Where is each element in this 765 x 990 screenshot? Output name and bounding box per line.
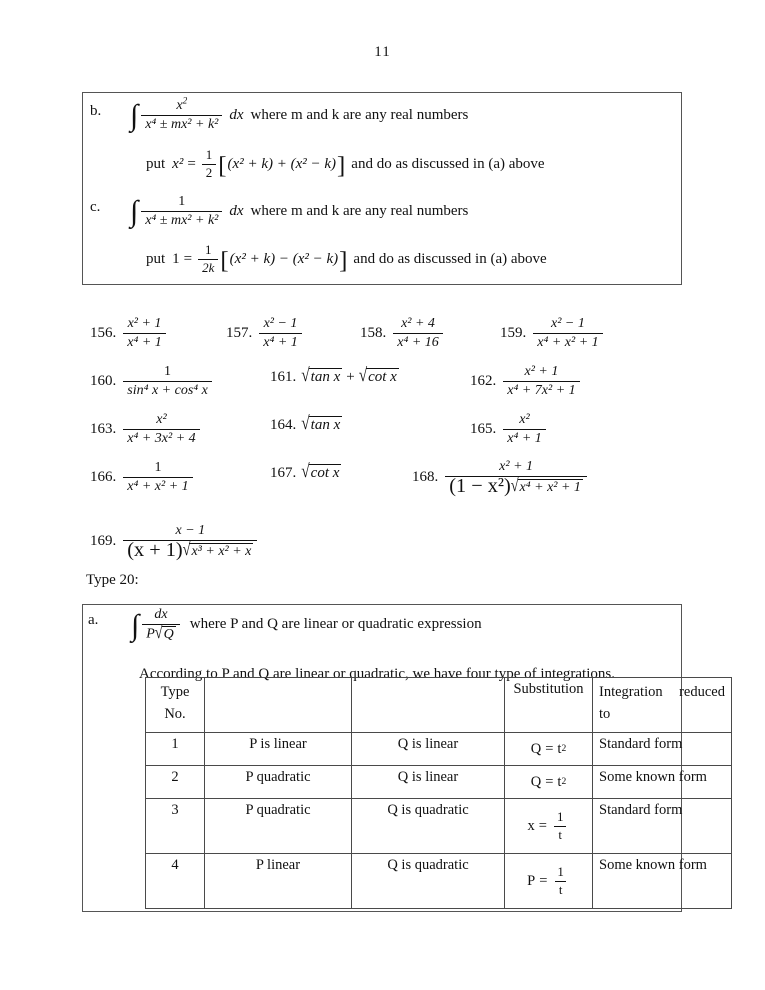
fraction: $\frac{\text{x² + 4}}{\text{x⁴ + 16}}$ [393, 316, 443, 350]
table-row [146, 766, 732, 799]
fraction-one-over-t: $\frac{1}{t}$ [553, 865, 568, 897]
header-reduced-to [593, 678, 732, 733]
header-type-no [146, 678, 205, 733]
radical-q: √ Q [154, 622, 174, 643]
radical-denominator: √ x⁴ + x² + 1 [510, 476, 581, 497]
integral-icon: ∫ [130, 99, 139, 133]
cell-type-no: 4 [146, 854, 205, 909]
header-col-p [205, 678, 352, 733]
cell-p: P linear [205, 854, 352, 909]
integral-icon: ∫ [131, 608, 140, 642]
cell-type-no: 2 [146, 766, 205, 799]
bracket-close: ] [339, 247, 348, 275]
page-number: 11 [374, 44, 391, 60]
header-substitution: Substitution [505, 678, 593, 733]
exercise-161: 161. √ tan x + √ cot x [270, 364, 397, 386]
cell-type-no: 1 [146, 733, 205, 766]
exercise-157: 157. $\frac{\text{x² − 1}}{\text{x⁴ + 1}}$ [226, 316, 304, 350]
equals-sign: = [545, 740, 554, 757]
fraction: $\frac{\text{x²}}{\text{x⁴ + 3x² + 4}}$ [123, 412, 199, 446]
sub-lhs: P [527, 872, 536, 889]
cell-q: Q is linear [352, 733, 505, 766]
cell-substitution [505, 854, 593, 909]
radical-tan: √ tan x [301, 364, 341, 386]
cell-reduced: Some known form [593, 766, 732, 799]
condition-text-c: where m and k are any real numbers [250, 202, 469, 219]
bracket-open: [ [220, 247, 229, 275]
fraction-one-over-2k: $\frac{1}{2k}$ [198, 243, 218, 275]
exercise-164: 164. √ tan x [270, 412, 341, 434]
table-header-row [146, 678, 732, 733]
radical-cot: √ cot x [358, 364, 397, 386]
equals-sign: = [539, 872, 548, 889]
put-body-c: (x² + k) − (x² − k) [229, 250, 339, 267]
exercise-168: 168. x² + 1 (1 − x²) √ x⁴ + x² + 1 [412, 459, 589, 496]
integration-types-table [145, 677, 732, 909]
table-row [146, 799, 732, 854]
put-prefix-c: put [146, 250, 166, 267]
fraction: $\frac{1}{\text{x⁴ + x² + 1}}$ [123, 460, 192, 494]
put-lhs-c: 1 [172, 250, 180, 267]
cell-p: P quadratic [205, 766, 352, 799]
box-bc-item-b-put [146, 148, 545, 180]
cell-q: Q is quadratic [352, 854, 505, 909]
equals-sign-c: = [183, 250, 193, 267]
exercise-166: 166. $\frac{1}{\text{x⁴ + x² + 1}}$ [90, 460, 195, 494]
fraction: $\frac{\text{x² + 1}}{\text{x⁴ + 1}}$ [123, 316, 166, 350]
type-20-condition: where P and Q are linear or quadratic expression [189, 616, 482, 633]
put-suffix-b: and do as discussed in (a) above [351, 155, 545, 172]
fraction: x² + 1 (1 − x²) √ x⁴ + x² + 1 [445, 459, 587, 496]
type-20-description: According to P and Q are linear or quadratic, we have four type of integrations. [139, 666, 615, 682]
plus-operator: + [346, 368, 355, 385]
header-type-line1: Type [160, 684, 190, 700]
radical-tan: √ tan x [301, 412, 341, 434]
dx-label: dx [229, 106, 244, 123]
cell-reduced: Standard form [593, 799, 732, 854]
condition-text-b: where m and k are any real numbers [250, 106, 469, 123]
header-reduced-line1: Integration reduced [599, 684, 725, 700]
type-20-heading: Type 20: [86, 572, 139, 588]
put-prefix-b: put [146, 155, 166, 172]
sub-lhs: Q [530, 740, 542, 757]
sub-rhs-base: t [557, 773, 562, 790]
sub-lhs: Q [530, 773, 542, 790]
exercise-163: 163. $\frac{\text{x²}}{\text{x⁴ + 3x² + 4}}$ [90, 412, 202, 446]
cell-p: P is linear [205, 733, 352, 766]
fraction: $\frac{\text{x²}}{\text{x⁴ + 1}}$ [503, 412, 546, 446]
cell-type-no: 3 [146, 799, 205, 854]
fraction: $\frac{\text{x² − 1}}{\text{x⁴ + 1}}$ [259, 316, 302, 350]
put-suffix-c: and do as discussed in (a) above [353, 250, 547, 267]
cell-substitution [505, 799, 593, 854]
denominator-prefix: (x + 1) [127, 538, 183, 561]
box-bc-item-c-label: c. [90, 199, 101, 215]
box-bc-item-c-formula [130, 194, 468, 228]
fraction: $\frac{\text{x² + 1}}{\text{x⁴ + 7x² + 1}}$ [503, 364, 579, 398]
equals-sign: = [545, 773, 554, 790]
exercise-162: 162. $\frac{\text{x² + 1}}{\text{x⁴ + 7x² + 1}}$ [470, 364, 582, 398]
header-type-line2: No. [164, 706, 186, 723]
fraction: $\frac{\text{x² − 1}}{\text{x⁴ + x² + 1}}$ [533, 316, 602, 350]
bracket-close: ] [337, 152, 346, 180]
denominator-p: P [146, 626, 155, 642]
equals-sign-b: = [187, 155, 196, 172]
exercise-167: 167. √ cot x [270, 460, 340, 482]
cell-reduced: Standard form [593, 733, 732, 766]
integral-icon: ∫ [130, 195, 139, 229]
cell-q: Q is quadratic [352, 799, 505, 854]
header-col-q [352, 678, 505, 733]
fraction: $\frac{1}{\text{sin⁴ x + cos⁴ x}}$ [123, 364, 212, 398]
fraction: x − 1 (x + 1) √ x³ + x² + x [123, 523, 257, 560]
dx-label: dx [229, 202, 244, 219]
box-bc-item-b-label: b. [90, 103, 102, 119]
sub-lhs: x [527, 817, 535, 834]
put-body-b: (x² + k) + (x² − k) [227, 155, 337, 172]
cell-substitution: Q = t 2 [505, 733, 593, 766]
cell-q: Q is linear [352, 766, 505, 799]
put-lhs-b: x² [172, 155, 184, 172]
exercise-169: 169. x − 1 (x + 1) √ x³ + x² + x [90, 523, 259, 560]
exercise-160: 160. $\frac{1}{\text{sin⁴ x + cos⁴ x}}$ [90, 364, 214, 398]
equals-sign: = [538, 817, 547, 834]
table-row [146, 733, 732, 766]
fraction: $\frac{1}{\text{x⁴ ± mx² + k²}}$ [141, 194, 222, 228]
exercise-159: 159. $\frac{\text{x² − 1}}{\text{x⁴ + x² + 1}}$ [500, 316, 605, 350]
cell-reduced: Some known form [593, 854, 732, 909]
type-20-item-label: a. [88, 612, 99, 628]
sub-rhs-base: t [557, 740, 562, 757]
radical-denominator: √ x³ + x² + x [182, 540, 252, 561]
box-bc-item-b-formula [130, 95, 469, 133]
exercise-158: 158. $\frac{\text{x² + 4}}{\text{x⁴ + 16}}$ [360, 316, 445, 350]
radical-cot: √ cot x [301, 460, 340, 482]
fraction-one-over-t: $\frac{1}{t}$ [553, 810, 568, 842]
fraction: $\frac{x^2}{\text{x⁴ ± mx² + k²}}$ [141, 98, 222, 132]
header-reduced-line2: to [599, 706, 611, 723]
denominator-prefix: (1 − x²) [449, 474, 511, 497]
cell-p: P quadratic [205, 799, 352, 854]
fraction-half: $\frac{1}{2}$ [202, 148, 217, 180]
cell-substitution: Q = t 2 [505, 766, 593, 799]
exercise-165: 165. $\frac{\text{x²}}{\text{x⁴ + 1}}$ [470, 412, 548, 446]
table-row [146, 854, 732, 909]
box-bc-item-c-put [146, 243, 547, 275]
exercise-156: 156. $\frac{\text{x² + 1}}{\text{x⁴ + 1}}$ [90, 316, 168, 350]
type-20-formula [131, 607, 482, 642]
fraction-dx-over-psqrtq: dx P √ Q [142, 607, 180, 642]
bracket-open: [ [218, 152, 227, 180]
